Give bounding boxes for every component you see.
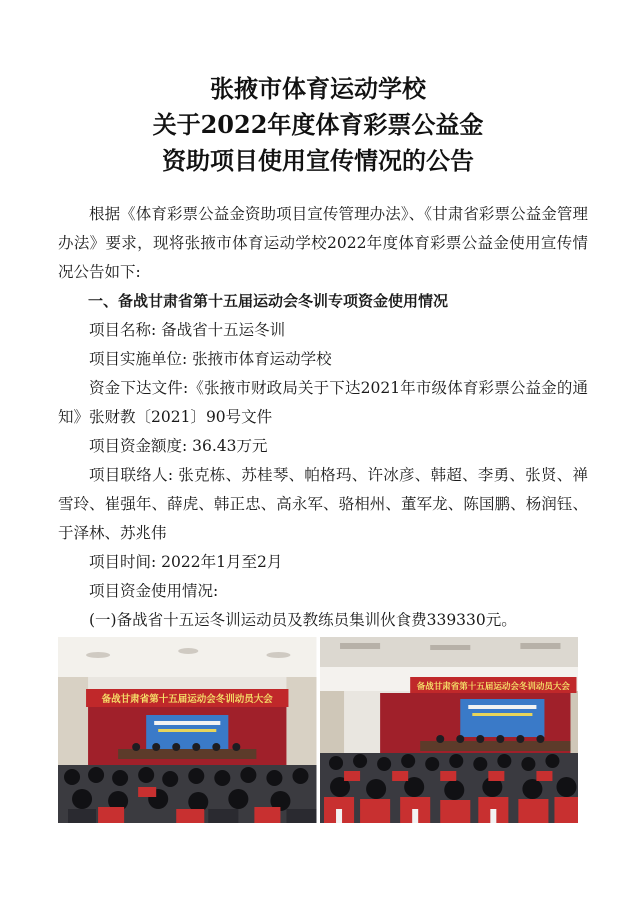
meeting-photo-left (58, 637, 317, 823)
funding-document: 资金下达文件:《张掖市财政局关于下达2021年市级体育彩票公益金的通知》张财教〔2021〕90号文件 (58, 379, 588, 426)
meeting-photo-right-image (320, 637, 579, 823)
banner-text-right: 备战甘肃省第十五届运动会冬训动员大会 (416, 682, 570, 692)
project-amount: 项目资金额度: 36.43万元 (89, 437, 268, 455)
meeting-photo-left-image (58, 637, 317, 823)
project-contacts: 项目联络人: 张克栋、苏桂琴、帕格玛、许冰彦、韩超、李勇、张贤、禅雪玲、崔强年、薛虎、韩正忠、高永军、骆相州、董军龙、陈国鹏、杨润钰、于泽林、苏兆伟 (58, 466, 588, 542)
banner-text-left: 备战甘肃省第十五届运动会冬训动员大会 (101, 694, 273, 705)
project-name: 项目名称: 备战省十五运冬训 (89, 321, 286, 339)
page-title-line-1: 张掖市体育运动学校 (210, 74, 426, 103)
usage-label: 项目资金使用情况: (89, 582, 219, 600)
section-1-heading: 一、备战甘肃省第十五届运动会冬训专项资金使用情况 (88, 292, 449, 310)
page-title-line-3: 资助项目使用宣传情况的公告 (162, 146, 474, 175)
document-body (58, 200, 588, 635)
project-time: 项目时间: 2022年1月至2月 (89, 553, 283, 571)
intro-paragraph: 根据《体育彩票公益金资助项目宣传管理办法》、《甘肃省彩票公益金管理办法》要求，现将张掖市体育运动学校2022年度体育彩票公益金使用宣传情况公告如下: (58, 205, 588, 281)
project-implementer: 项目实施单位: 张掖市体育运动学校 (89, 350, 332, 368)
page-title-line-2: 关于2022年度体育彩票公益金 (152, 110, 484, 139)
meeting-photo-right (320, 637, 579, 823)
photo-strip (58, 637, 578, 823)
usage-item-1: (一)备战省十五运冬训运动员及教练员集训伙食费339330元。 (89, 611, 517, 629)
